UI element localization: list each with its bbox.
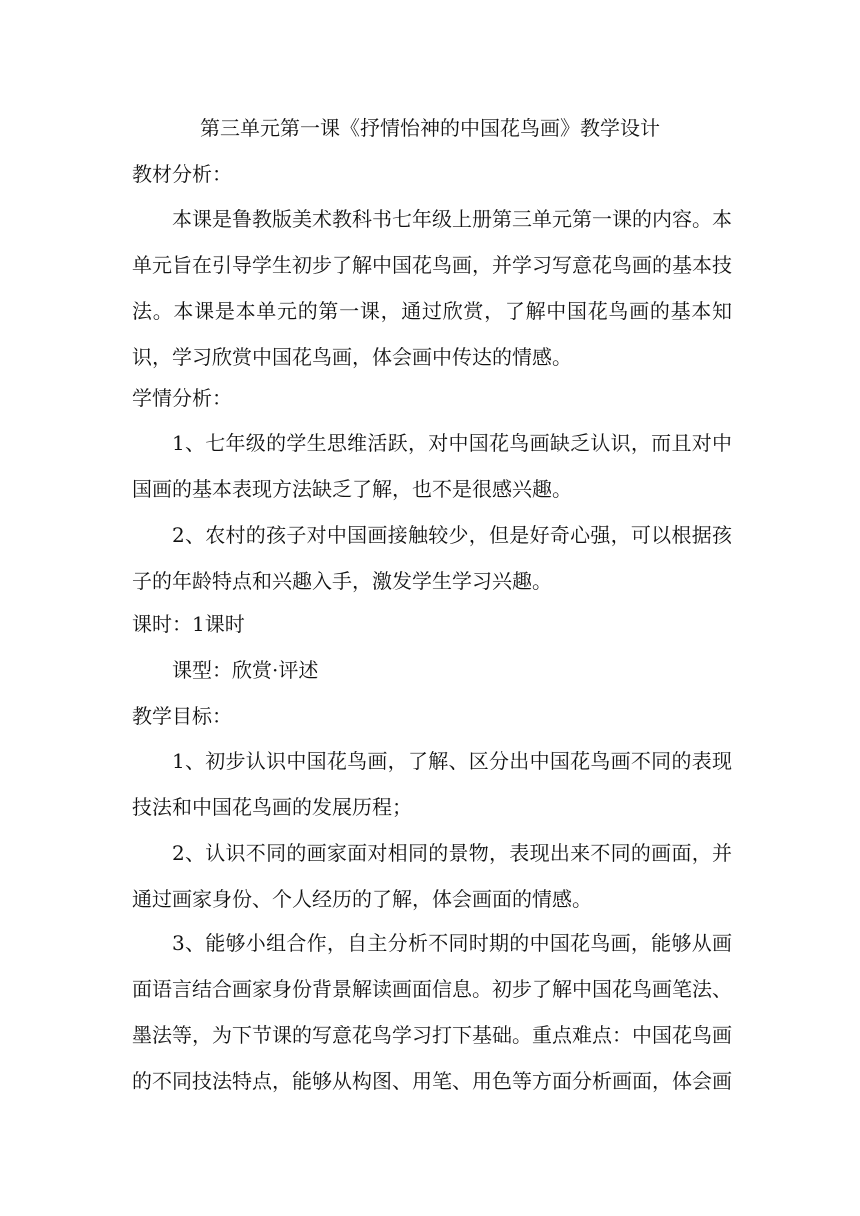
paragraph-student-analysis-1: 1、七年级的学生思维活跃，对中国花鸟画缺乏认识，而且对中国画的基本表现方法缺乏了解，也不是很感兴趣。 — [132, 431, 732, 501]
goal-item-2: 2、认识不同的画家面对相同的景物，表现出来不同的画面，并通过画家身份、个人经历的了解，体会画面的情感。 — [132, 841, 732, 911]
document-title: 第三单元第一课《抒情怡神的中国花鸟画》教学设计 — [200, 116, 660, 140]
lesson-hours: 课时：1课时 — [132, 612, 245, 636]
lesson-type: 课型：欣赏·评述 — [172, 658, 319, 682]
paragraph-student-analysis-2: 2、农村的孩子对中国画接触较少，但是好奇心强，可以根据孩子的年龄特点和兴趣入手，激发学生学习兴趣。 — [132, 523, 732, 593]
heading-student-analysis: 学情分析： — [132, 386, 232, 410]
paragraph-textbook-analysis: 本课是鲁教版美术教科书七年级上册第三单元第一课的内容。本单元旨在引导学生初步了解中国花鸟画，并学习写意花鸟画的基本技法。本课是本单元的第一课，通过欣赏，了解中国花鸟画的基本知识，学习欣赏中国花鸟画，体会画中传达的情感。 — [132, 207, 732, 369]
goal-item-1: 1、初步认识中国花鸟画，了解、区分出中国花鸟画不同的表现技法和中国花鸟画的发展历程； — [132, 749, 732, 819]
heading-teaching-goals: 教学目标： — [132, 704, 232, 728]
heading-textbook-analysis: 教材分析： — [132, 162, 232, 186]
goal-item-3: 3、能够小组合作，自主分析不同时期的中国花鸟画，能够从画面语言结合画家身份背景解读画面信息。初步了解中国花鸟画笔法、墨法等，为下节课的写意花鸟学习打下基础。重点难点：中国花鸟画的不同技法特点，能够从构图、用笔、用色等方面分析画面，体会画 — [132, 931, 732, 1093]
